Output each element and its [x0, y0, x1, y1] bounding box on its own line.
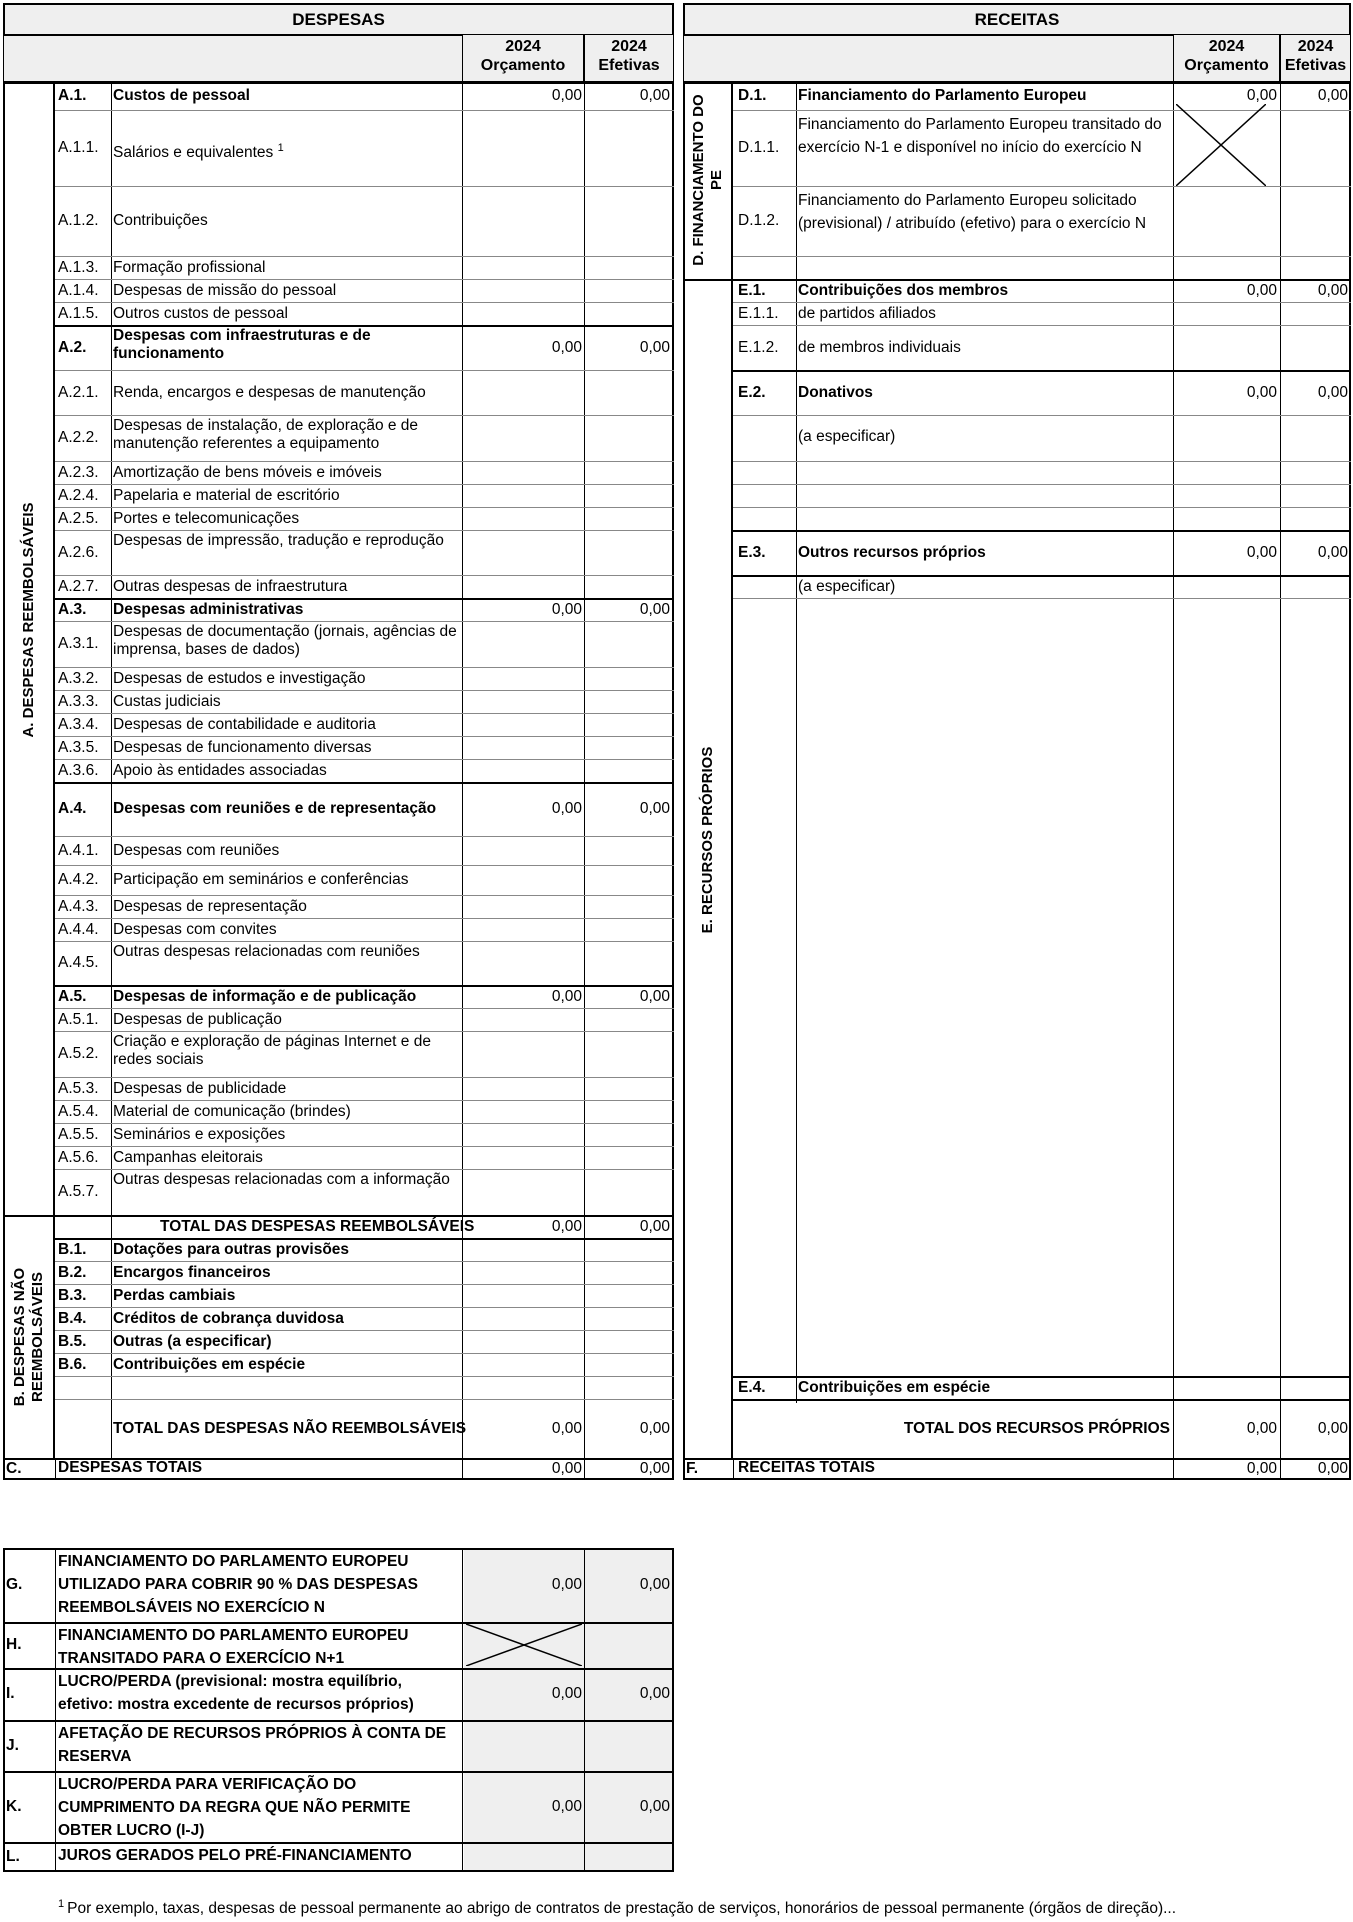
despesa-desc: Seminários e exposições [113, 1125, 286, 1143]
receita-desc: de partidos afiliados [798, 304, 936, 322]
despesa-efetivas: 0,00 [639, 87, 670, 104]
receita-code: E.1.2. [738, 338, 779, 356]
despesa-code: A.5.3. [58, 1079, 99, 1097]
despesa-desc: Dotações para outras provisões [113, 1240, 350, 1258]
row-separator [55, 461, 674, 462]
row-separator [55, 836, 674, 837]
despesa-desc: Outras despesas de infraestrutura [113, 577, 348, 595]
r-row-separator [733, 507, 1351, 508]
col-sep-c [55, 1458, 56, 1480]
despesa-code: A.1.3. [58, 258, 99, 276]
summary-desc: FINANCIAMENTO DO PARLAMENTO EUROPEU TRANSITADO PARA O EXERCÍCIO N+1 [58, 1627, 409, 1667]
despesa-code: A.3. [58, 600, 87, 618]
footnote [58, 1898, 1176, 1918]
r-row-separator [733, 256, 1351, 257]
despesa-desc: Despesas de impressão, tradução e reprodução [113, 532, 444, 549]
r-col-sep-f [733, 1458, 734, 1480]
despesa-orcamento: 0,00 [551, 1217, 582, 1235]
despesa-code: A.4.3. [58, 897, 99, 915]
despesa-code: A.1.4. [58, 281, 99, 299]
section-e-label: E. RECURSOS PRÓPRIOS [699, 746, 716, 934]
despesa-desc: Despesas de representação [113, 897, 307, 915]
despesa-code: A.1.1. [58, 139, 99, 156]
despesa-desc: Portes e telecomunicações [113, 509, 300, 527]
despesa-code: A.1.2. [58, 212, 99, 229]
despesa-code: A.4.2. [58, 871, 99, 888]
despesa-code: A.5.2. [58, 1045, 99, 1062]
r-row-separator [733, 302, 1351, 303]
despesa-desc: Papelaria e material de escritório [113, 486, 340, 504]
section-a-label: A. DESPESAS REEMBOLSÁVEIS [20, 502, 37, 738]
despesa-desc: Despesas de publicação [113, 1010, 282, 1028]
row-separator [55, 1284, 674, 1285]
despesa-desc: Despesas administrativas [113, 600, 304, 618]
despesa-code: A.4. [58, 800, 87, 817]
receita-code: F. [686, 1460, 699, 1477]
despesa-efetivas: 0,00 [639, 600, 670, 618]
summary-orcamento: 0,00 [551, 1576, 582, 1593]
despesa-orcamento: 0,00 [551, 87, 582, 104]
receita-desc: Contribuições em espécie [798, 1378, 991, 1396]
despesa-code: A.4.5. [58, 954, 99, 971]
row-separator [55, 507, 674, 508]
despesa-efetivas: 0,00 [639, 1460, 670, 1477]
row-separator [55, 759, 674, 760]
receitas-colhead-blank [683, 34, 1173, 82]
despesa-desc: Despesas de instalação, de exploração e de manutenção referentes a equipamento [113, 417, 419, 452]
despesa-code: A.3.3. [58, 692, 99, 710]
despesa-desc: Despesas de documentação (jornais, agências de imprensa, bases de dados) [113, 623, 457, 658]
despesa-code: A.4.1. [58, 841, 99, 859]
despesa-code: A.2.7. [58, 577, 99, 595]
row-separator [55, 621, 674, 622]
row-separator [55, 782, 674, 784]
despesas-header: DESPESAS [3, 3, 674, 36]
receita-orcamento: 0,00 [1246, 281, 1277, 299]
row-separator [55, 1100, 674, 1101]
despesa-desc: Despesas de funcionamento diversas [113, 738, 372, 756]
row-separator [55, 1376, 674, 1377]
despesa-code: B.5. [58, 1332, 87, 1350]
despesa-desc: Despesas com infraestruturas e de funcionamento [113, 327, 371, 362]
despesa-code: B.2. [58, 1263, 87, 1281]
despesa-efetivas: 0,00 [639, 987, 670, 1005]
receita-efetivas: 0,00 [1317, 87, 1348, 104]
r-row-separator [733, 484, 1351, 485]
despesa-desc: Participação em seminários e conferências [113, 871, 409, 888]
r-row-separator [733, 1399, 1351, 1401]
despesa-efetivas: 0,00 [639, 1419, 670, 1437]
row-separator [55, 1077, 674, 1078]
despesa-desc: Renda, encargos e despesas de manutenção [113, 383, 426, 401]
despesa-desc: Outras despesas relacionadas com reuniões [113, 943, 420, 960]
receita-orcamento: 0,00 [1246, 1460, 1277, 1477]
despesa-code: A.5.4. [58, 1102, 99, 1120]
despesa-desc: Campanhas eleitorais [113, 1148, 263, 1166]
row-separator [55, 484, 674, 485]
despesas-frame [3, 82, 674, 1480]
footnote-marker: 1 [58, 1898, 65, 1910]
despesa-desc: Salários e equivalentes $^1$ [113, 142, 284, 162]
receita-code: D.1.2. [738, 212, 780, 229]
despesa-desc: Perdas cambiais [113, 1286, 236, 1304]
receita-efetivas: 0,00 [1317, 281, 1348, 299]
despesa-desc: Formação profissional [113, 258, 266, 276]
r-col-sep-desc [796, 82, 797, 1403]
summary-code: H. [6, 1636, 22, 1653]
despesa-code: A.2.3. [58, 463, 99, 481]
despesa-code: A.5.1. [58, 1010, 99, 1028]
receita-orcamento: 0,00 [1246, 383, 1277, 401]
s-col-sep [55, 1548, 56, 1872]
despesa-code: A.3.4. [58, 715, 99, 733]
despesa-desc: Despesas de publicidade [113, 1079, 287, 1097]
r-row-separator [733, 370, 1351, 372]
despesa-code: A.3.6. [58, 761, 99, 779]
total-label: TOTAL DAS DESPESAS REEMBOLSÁVEIS [160, 1217, 475, 1235]
row-separator [55, 941, 674, 942]
despesa-code: A.5.5. [58, 1125, 99, 1143]
row-separator [55, 736, 674, 737]
summary-cross [466, 1624, 582, 1666]
receita-code: E.1.1. [738, 304, 779, 322]
receita-desc: RECEITAS TOTAIS [738, 1459, 875, 1476]
despesa-code: A.5.7. [58, 1183, 99, 1200]
summary-efetivas: 0,00 [639, 1797, 670, 1815]
despesa-orcamento: 0,00 [551, 1460, 582, 1477]
despesa-desc: Apoio às entidades associadas [113, 761, 327, 779]
receita-efetivas: 0,00 [1317, 1460, 1348, 1477]
not-applicable-cross [1176, 104, 1266, 186]
despesas-col-efetivas: 2024 Efetivas [584, 34, 674, 82]
despesas-col-orcamento: 2024 Orçamento [462, 34, 584, 82]
section-d-label: D. FINANCIAMENTO DO PE [690, 94, 725, 266]
receita-efetivas: 0,00 [1317, 543, 1348, 561]
row-separator [55, 918, 674, 919]
receita-code: E.2. [738, 383, 766, 401]
row-separator [55, 1146, 674, 1147]
summary-efetivas: 0,00 [639, 1576, 670, 1593]
despesa-desc: Despesas com reuniões [113, 841, 280, 859]
row-separator [55, 865, 674, 866]
despesa-code: B.3. [58, 1286, 87, 1304]
row-separator [55, 1307, 674, 1308]
despesa-code: A.5.6. [58, 1148, 99, 1166]
summary-efetivas: 0,00 [639, 1685, 670, 1702]
row-separator [55, 415, 674, 416]
despesa-code: B.4. [58, 1309, 87, 1327]
summary-code: J. [6, 1736, 19, 1754]
receita-efetivas: 0,00 [1317, 1419, 1348, 1437]
despesa-efetivas: 0,00 [639, 800, 670, 817]
col-sep-desc [111, 82, 112, 1458]
summary-code: G. [6, 1576, 23, 1593]
row-separator [55, 895, 674, 896]
row-separator [55, 370, 674, 371]
despesa-desc: Outras despesas relacionadas com a informação [113, 1171, 450, 1188]
despesa-orcamento: 0,00 [551, 800, 582, 817]
despesa-code: B.1. [58, 1240, 87, 1258]
despesa-desc: Despesas de missão do pessoal [113, 281, 337, 299]
row-separator [55, 186, 674, 187]
receita-desc: (a especificar) [798, 428, 896, 445]
despesa-efetivas: 0,00 [639, 1217, 670, 1235]
despesa-code: A.3.1. [58, 635, 99, 652]
footnote-text: Por exemplo, taxas, despesas de pessoal permanente ao abrigo de contratos de prestação de serviços, honorários de pessoal permanente (órgãos de direção)... [67, 1900, 1177, 1918]
receita-orcamento: 0,00 [1246, 87, 1277, 104]
col-sep-efe [584, 82, 585, 1480]
receita-desc: (a especificar) [798, 577, 896, 595]
r-row-separator [733, 325, 1351, 326]
row-separator [55, 1031, 674, 1032]
col-sep-orc [462, 82, 463, 1480]
despesa-code: A.2.4. [58, 486, 99, 504]
despesa-desc: Material de comunicação (brindes) [113, 1102, 351, 1120]
receita-code: D.1.1. [738, 139, 780, 156]
despesa-code: A.2. [58, 338, 87, 356]
despesa-desc: Outros custos de pessoal [113, 304, 288, 322]
r-row-separator [733, 186, 1351, 187]
receita-desc: Financiamento do Parlamento Europeu transitado do exercício N-1 e disponível no início do exercício N [798, 116, 1162, 156]
row-separator [55, 256, 674, 257]
receita-desc: Financiamento do Parlamento Europeu [798, 87, 1087, 104]
despesa-code: A.5. [58, 987, 87, 1005]
receita-code: E.4. [738, 1378, 766, 1396]
despesa-desc: Criação e exploração de páginas Internet e de redes sociais [113, 1033, 431, 1068]
despesa-desc: Despesas de contabilidade e auditoria [113, 715, 376, 733]
despesa-desc: Custas judiciais [113, 692, 221, 710]
summary-desc: AFETAÇÃO DE RECURSOS PRÓPRIOS À CONTA DE RESERVA [58, 1725, 447, 1765]
receita-orcamento: 0,00 [1246, 543, 1277, 561]
receita-desc: de membros individuais [798, 338, 961, 356]
summary-orcamento: 0,00 [551, 1797, 582, 1815]
despesa-desc: Contribuições [113, 212, 208, 229]
summary-code: I. [6, 1685, 15, 1702]
despesa-code: A.1. [58, 87, 87, 104]
s-col-sep [462, 1548, 463, 1872]
receita-code: D.1. [738, 87, 767, 104]
summary-desc: LUCRO/PERDA (previsional: mostra equilíbrio, efetivo: mostra excedente de recursos próprios) [58, 1673, 414, 1713]
despesa-desc: Encargos financeiros [113, 1263, 271, 1281]
despesa-orcamento: 0,00 [551, 600, 582, 618]
receita-code: E.3. [738, 543, 766, 561]
receitas-header: RECEITAS [683, 3, 1351, 36]
row-separator [55, 530, 674, 531]
despesa-orcamento: 0,00 [551, 1419, 582, 1437]
despesa-desc: Custos de pessoal [113, 87, 250, 104]
despesa-desc: Créditos de cobrança duvidosa [113, 1309, 344, 1327]
total-label: TOTAL DOS RECURSOS PRÓPRIOS [903, 1419, 1170, 1437]
r-row-separator [733, 461, 1351, 462]
despesa-desc: DESPESAS TOTAIS [58, 1459, 203, 1476]
summary-code: L. [6, 1848, 20, 1865]
despesa-desc: Contribuições em espécie [113, 1355, 306, 1373]
row-separator [55, 690, 674, 691]
receita-desc: Contribuições dos membros [798, 281, 1009, 299]
section-b-label: B. DESPESAS NÃO REEMBOLSÁVEIS [11, 1267, 46, 1407]
row-separator [55, 1353, 674, 1354]
row-separator [55, 1330, 674, 1331]
despesa-code: A.2.5. [58, 509, 99, 527]
summary-desc: JUROS GERADOS PELO PRÉ-FINANCIAMENTO [58, 1847, 412, 1864]
despesa-desc: Despesas de informação e de publicação [113, 987, 417, 1005]
receita-desc: Outros recursos próprios [798, 543, 986, 561]
despesa-efetivas: 0,00 [639, 338, 670, 356]
receitas-col-orcamento: 2024 Orçamento [1173, 34, 1280, 82]
despesa-code: A.2.2. [58, 429, 99, 446]
receita-orcamento: 0,00 [1246, 1419, 1277, 1437]
summary-orcamento: 0,00 [551, 1685, 582, 1702]
row-separator [55, 1261, 674, 1262]
row-separator [55, 1008, 674, 1009]
row-separator [55, 575, 674, 576]
despesa-code: A.3.2. [58, 669, 99, 687]
despesa-code: A.2.6. [58, 543, 99, 561]
despesa-desc: Outras (a especificar) [113, 1332, 272, 1350]
despesa-orcamento: 0,00 [551, 338, 582, 356]
receita-efetivas: 0,00 [1317, 383, 1348, 401]
r-row-separator [733, 598, 1351, 599]
r-row-separator [733, 415, 1351, 416]
summary-desc: FINANCIAMENTO DO PARLAMENTO EUROPEU UTILIZADO PARA COBRIR 90 % DAS DESPESAS REEMBOLSÁVEIS NO EXERCÍCIO N [58, 1553, 418, 1616]
row-separator [55, 667, 674, 668]
row-separator [55, 713, 674, 714]
row-separator [55, 110, 674, 111]
row-separator [55, 302, 674, 303]
r-row-separator [733, 530, 1351, 532]
footnote-ref: 1 [277, 142, 284, 154]
receita-code: E.1. [738, 281, 766, 299]
despesa-code: C. [6, 1460, 22, 1477]
s-col-sep [584, 1548, 585, 1872]
receita-desc: Donativos [798, 383, 873, 401]
summary-desc: LUCRO/PERDA PARA VERIFICAÇÃO DO CUMPRIMENTO DA REGRA QUE NÃO PERMITE OBTER LUCRO (I-J) [58, 1776, 411, 1839]
despesa-desc: Despesas de estudos e investigação [113, 669, 366, 687]
row-separator [55, 279, 674, 280]
summary-code: K. [6, 1797, 22, 1815]
receita-desc: Financiamento do Parlamento Europeu solicitado (previsional) / atribuído (efetivo) para o exercício N [798, 192, 1147, 232]
summary-shade [464, 1550, 672, 1870]
despesa-desc: Despesas com convites [113, 920, 277, 938]
despesa-code: A.4.4. [58, 920, 99, 938]
row-separator [55, 1399, 674, 1400]
despesa-code: B.6. [58, 1355, 87, 1373]
despesa-code: A.2.1. [58, 383, 99, 401]
row-separator [55, 1123, 674, 1124]
despesa-code: A.3.5. [58, 738, 99, 756]
despesa-desc: Despesas com reuniões e de representação [113, 800, 437, 817]
total-label: TOTAL DAS DESPESAS NÃO REEMBOLSÁVEIS [113, 1419, 467, 1437]
despesa-desc: Amortização de bens móveis e imóveis [113, 463, 382, 481]
despesa-code: A.1.5. [58, 304, 99, 322]
receitas-col-efetivas: 2024 Efetivas [1280, 34, 1351, 82]
despesas-colhead-blank [3, 34, 462, 82]
despesa-orcamento: 0,00 [551, 987, 582, 1005]
row-separator [55, 1169, 674, 1170]
